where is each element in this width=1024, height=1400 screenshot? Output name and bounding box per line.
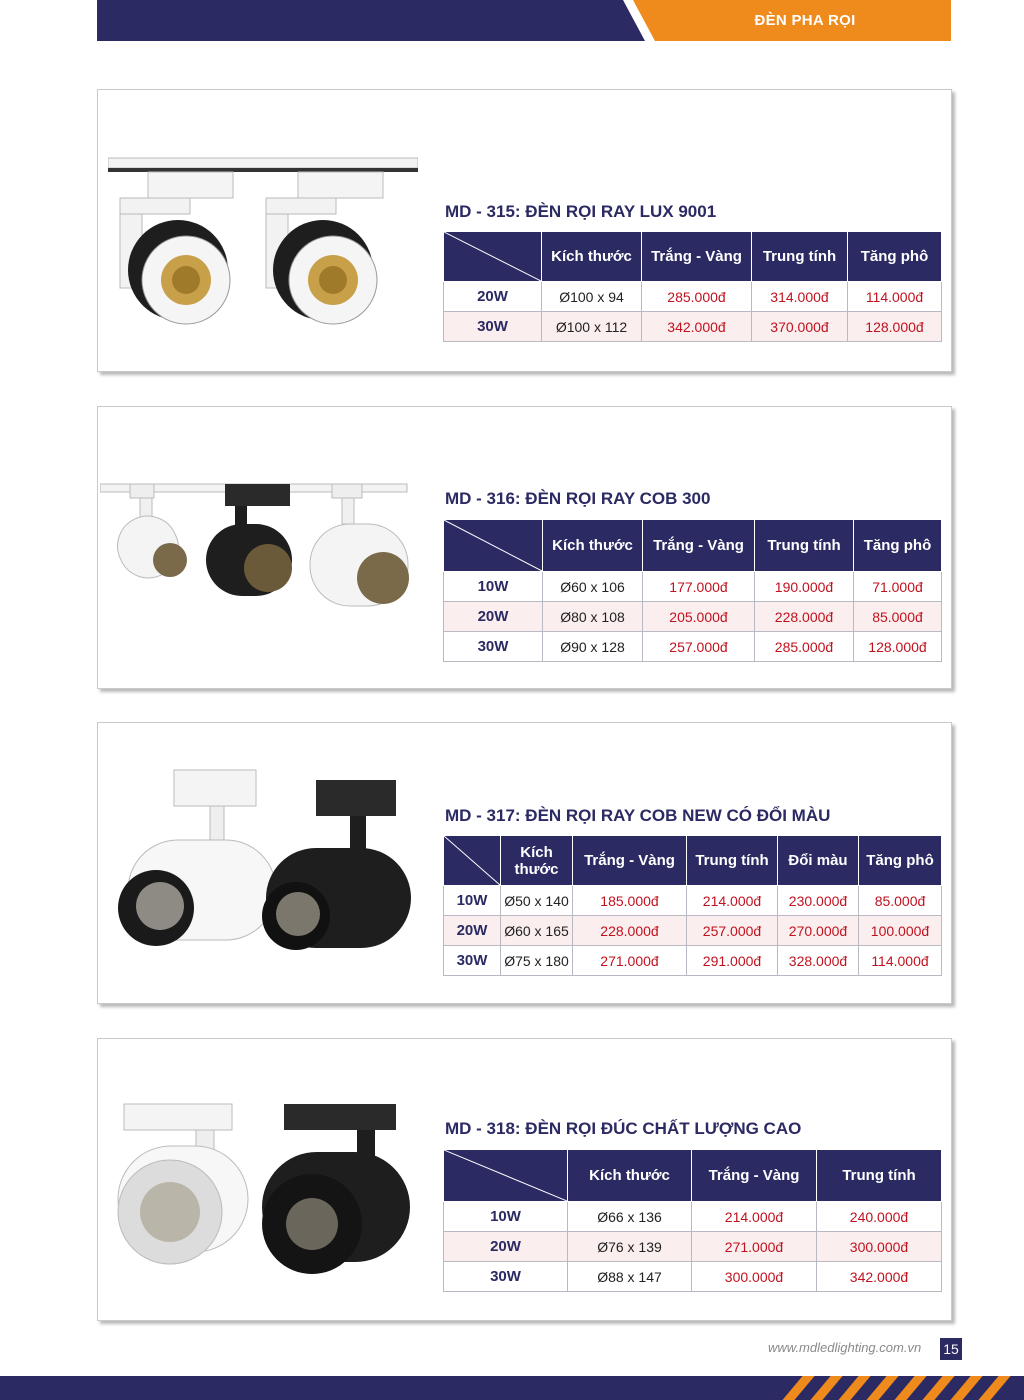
col-header: Tăng phô xyxy=(854,520,942,572)
price-cell: 114.000đ xyxy=(859,946,942,976)
table-row xyxy=(444,1232,942,1262)
size-cell: Ø88 x 147 xyxy=(568,1262,692,1292)
price-cell: 228.000đ xyxy=(755,602,854,632)
size-cell: Ø75 x 180 xyxy=(501,946,573,976)
price-cell: 230.000đ xyxy=(778,886,859,916)
table-corner xyxy=(444,520,543,572)
product-image-md315 xyxy=(108,150,418,335)
price-cell: 85.000đ xyxy=(854,602,942,632)
table-row xyxy=(444,312,942,342)
col-header: Kích thước xyxy=(542,232,642,282)
table-corner xyxy=(444,836,501,886)
wattage-cell: 20W xyxy=(444,1232,568,1262)
price-cell: 257.000đ xyxy=(687,916,778,946)
product-image-md318 xyxy=(112,1100,417,1285)
price-cell: 114.000đ xyxy=(848,282,942,312)
size-cell: Ø90 x 128 xyxy=(543,632,643,662)
product-title-md318: MD - 318: ĐÈN RỌI ĐÚC CHẤT LƯỢNG CAO xyxy=(445,1119,802,1138)
table-row xyxy=(444,282,942,312)
size-cell: Ø100 x 112 xyxy=(542,312,642,342)
price-cell: 300.000đ xyxy=(817,1232,942,1262)
wattage-cell: 10W xyxy=(444,1202,568,1232)
price-table-md315 xyxy=(443,231,942,342)
product-image-md317 xyxy=(118,768,418,963)
price-cell: 240.000đ xyxy=(817,1202,942,1232)
size-cell: Ø80 x 108 xyxy=(543,602,643,632)
col-header: Trắng - Vàng xyxy=(573,836,687,886)
product-image-md316 xyxy=(100,478,410,628)
price-cell: 214.000đ xyxy=(687,886,778,916)
price-cell: 228.000đ xyxy=(573,916,687,946)
price-cell: 100.000đ xyxy=(859,916,942,946)
col-header: Đổi màu xyxy=(778,836,859,886)
wattage-cell: 30W xyxy=(444,632,543,662)
price-cell: 271.000đ xyxy=(692,1232,817,1262)
col-header: Trắng - Vàng xyxy=(692,1150,817,1202)
size-cell: Ø60 x 165 xyxy=(501,916,573,946)
wattage-cell: 20W xyxy=(444,916,501,946)
table-row xyxy=(444,886,942,916)
price-cell: 177.000đ xyxy=(643,572,755,602)
section-title: ĐÈN PHA RỌI xyxy=(754,12,856,29)
table-row xyxy=(444,602,942,632)
size-cell: Ø76 x 139 xyxy=(568,1232,692,1262)
wattage-cell: 30W xyxy=(444,946,501,976)
col-header: Tăng phô xyxy=(859,836,942,886)
col-header: Trắng - Vàng xyxy=(643,520,755,572)
table-row xyxy=(444,1202,942,1232)
price-cell: 185.000đ xyxy=(573,886,687,916)
price-cell: 85.000đ xyxy=(859,886,942,916)
wattage-cell: 10W xyxy=(444,886,501,916)
table-row xyxy=(444,572,942,602)
wattage-cell: 20W xyxy=(444,602,543,632)
price-cell: 71.000đ xyxy=(854,572,942,602)
col-header: Tăng phô xyxy=(848,232,942,282)
price-cell: 285.000đ xyxy=(755,632,854,662)
size-cell: Ø100 x 94 xyxy=(542,282,642,312)
price-cell: 128.000đ xyxy=(854,632,942,662)
price-table-md317 xyxy=(443,835,942,976)
price-cell: 342.000đ xyxy=(642,312,752,342)
price-cell: 271.000đ xyxy=(573,946,687,976)
size-cell: Ø66 x 136 xyxy=(568,1202,692,1232)
price-cell: 314.000đ xyxy=(752,282,848,312)
price-cell: 205.000đ xyxy=(643,602,755,632)
footer-website[interactable]: www.mdledlighting.com.vn xyxy=(768,1340,922,1355)
page-number: 15 xyxy=(940,1338,962,1360)
price-cell: 285.000đ xyxy=(642,282,752,312)
col-header: Trung tính xyxy=(687,836,778,886)
size-cell: Ø60 x 106 xyxy=(543,572,643,602)
price-cell: 328.000đ xyxy=(778,946,859,976)
price-cell: 370.000đ xyxy=(752,312,848,342)
col-header: Trung tính xyxy=(752,232,848,282)
table-corner xyxy=(444,232,542,282)
price-cell: 257.000đ xyxy=(643,632,755,662)
table-row xyxy=(444,632,942,662)
price-cell: 291.000đ xyxy=(687,946,778,976)
wattage-cell: 20W xyxy=(444,282,542,312)
wattage-cell: 30W xyxy=(444,312,542,342)
col-header: Trắng - Vàng xyxy=(642,232,752,282)
price-cell: 300.000đ xyxy=(692,1262,817,1292)
price-cell: 128.000đ xyxy=(848,312,942,342)
table-row xyxy=(444,946,942,976)
wattage-cell: 10W xyxy=(444,572,543,602)
table-row xyxy=(444,916,942,946)
product-title-md317: MD - 317: ĐÈN RỌI RAY COB NEW CÓ ĐỔI MÀU xyxy=(445,806,831,825)
footer-bar xyxy=(0,1376,1024,1400)
price-cell: 270.000đ xyxy=(778,916,859,946)
col-header: Trung tính xyxy=(817,1150,942,1202)
col-header: Kích thước xyxy=(568,1150,692,1202)
price-cell: 214.000đ xyxy=(692,1202,817,1232)
col-header: Kích thước xyxy=(543,520,643,572)
price-table-md318 xyxy=(443,1149,942,1292)
table-row xyxy=(444,1262,942,1292)
product-title-md316: MD - 316: ĐÈN RỌI RAY COB 300 xyxy=(445,489,711,508)
wattage-cell: 30W xyxy=(444,1262,568,1292)
price-table-md316 xyxy=(443,519,942,662)
col-header: Kích thước xyxy=(501,836,573,886)
price-cell: 190.000đ xyxy=(755,572,854,602)
product-title-md315: MD - 315: ĐÈN RỌI RAY LUX 9001 xyxy=(445,202,717,221)
col-header: Trung tính xyxy=(755,520,854,572)
size-cell: Ø50 x 140 xyxy=(501,886,573,916)
table-corner xyxy=(444,1150,568,1202)
price-cell: 342.000đ xyxy=(817,1262,942,1292)
